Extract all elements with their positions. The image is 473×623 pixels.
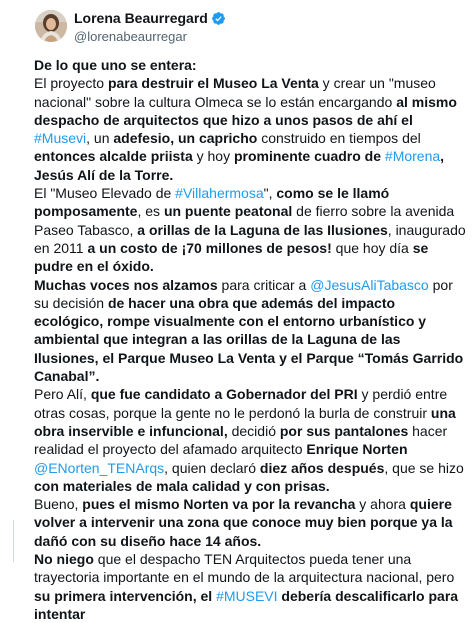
tweet-text-segment: decidió [227,422,280,439]
tweet-text-segment: como se le llamó pomposamente [34,185,390,220]
thread-connector-line [13,520,14,562]
tweet-text-segment: al mismo despacho de arquitectos que hizo a unos pasos de ahí el [34,93,457,128]
tweet-text-segment: , que se hizo [384,459,464,476]
avatar-image [35,10,67,42]
tweet-text-segment: , inaugurado en 2011 [34,221,466,256]
tweet-text-segment: a un costo de ¡70 millones de pesos! [87,239,332,256]
tweet-text-segment: un puente peatonal [163,203,293,220]
tweet-text-segment: por su decisión [34,276,453,311]
mention-link[interactable]: @JesusAliTabasco [310,276,429,293]
tweet-text [34,56,466,623]
tweet-text-segment: El "Museo Elevado de [34,185,176,202]
tweet-header [0,0,473,56]
tweet-text-segment: de fierro sobre la avenida Paseo Tabasco, [34,203,455,238]
tweet-paragraph [34,550,466,623]
tweet-text-segment: y crear un "museo nacional" sobre la cultura Olmeca se lo están encargando [34,75,436,110]
tweet-text-segment: debería descalificarlo para intentar [34,587,459,622]
tweet-text-segment: por sus pantalones [279,422,409,439]
verified-badge-icon [211,11,226,26]
tweet-text-segment: hacer realidad el proyecto del afamado arquitecto [34,422,448,458]
tweet-paragraph [34,276,466,386]
author-handle[interactable]: @lorenabeaurregar [74,29,187,44]
hashtag-link[interactable]: #Morena [384,148,441,165]
hashtag-link[interactable]: #Musevi [34,130,87,147]
author-display-name[interactable]: Lorena Beaurregard [74,10,208,26]
hashtag-link[interactable]: #Villahermosa [175,185,264,202]
tweet-text-segment: de hacer una obra que además del impacto ecológico, rompe visualmente con el entorno urbanístico y ambiental que integran a las orillas de la Laguna de las Ilusiones, el Parque Museo La Venta y el Parque “Tomás Garrido Canabal”. [34,294,464,385]
tweet-paragraph [34,74,466,184]
tweet-text-segment: diez años después [259,459,385,476]
tweet-text-segment: Muchas voces nos alzamos [34,276,218,293]
tweet-text-segment: , es [137,203,164,220]
tweet-text-segment: que hoy día [331,239,413,256]
tweet-text-segment: pues el mismo Norten va por la revancha [82,496,356,513]
tweet-text-segment: Jesús Alí de la Torre. [34,166,174,183]
tweet-text-segment: adefesio, un capricho [113,130,258,147]
tweet-text-segment: , [440,148,445,165]
hashtag-link[interactable]: #MUSEVI [216,587,278,604]
tweet-text-segment: ", [263,185,277,202]
tweet-paragraph [34,495,466,550]
tweet-text-segment: una obra inservible e infuncional, [34,404,456,439]
tweet-text-segment: Pero Alí, [34,386,91,403]
tweet-text-segment: De lo que uno se entera: [34,57,197,73]
tweet-text-segment: No niego [34,551,94,568]
author-names [74,10,226,45]
tweet-text-segment: prominente cuadro de [233,148,385,165]
tweet-text-segment: Bueno, [34,496,83,513]
tweet-text-segment: quiere volver a intervenir una zona que conoce muy bien porque ya la dañó con su diseño hace 14 años. [34,496,453,549]
tweet-text-segment: se pudre en el óxido. [34,239,429,275]
tweet-text-segment: que fue candidato a Gobernador del PRI [90,386,358,403]
tweet-paragraph [34,184,466,275]
tweet-text-segment: con materiales de mala calidad y con prisas. [34,477,330,494]
tweet-text-segment: y perdió entre otras cosas, porque la gente no le perdonó la burla de construir [34,386,448,421]
tweet-text-segment: y ahora [355,496,410,513]
mention-link[interactable]: @ENorten_TENArqs [34,459,165,476]
avatar[interactable] [35,10,67,42]
tweet-text-segment: entonces alcalde priista [34,148,193,165]
tweet-text-segment: construido en tiempos del [257,130,421,147]
tweet-text-segment: , un [86,130,114,147]
tweet-text-segment: su primera intervención, el [34,587,217,604]
tweet-paragraph [34,56,466,74]
tweet-text-segment: , quien declaró [164,459,260,476]
tweet-text-segment: a orillas de la Laguna de las Ilusiones [137,221,388,238]
tweet-text-segment: para destruir el Museo La Venta [107,75,319,92]
tweet-text-segment: El proyecto [34,75,108,92]
tweet-text-segment: y hoy [192,148,234,165]
tweet-text-segment: que el despacho TEN Arquitectos pueda tener una trayectoria importante en el mundo de la arquitectura nacional, pero [34,551,455,586]
tweet-text-segment: para criticar a [217,276,311,293]
tweet-paragraph [34,385,466,495]
tweet-text-segment: Enrique Norten [306,441,408,458]
